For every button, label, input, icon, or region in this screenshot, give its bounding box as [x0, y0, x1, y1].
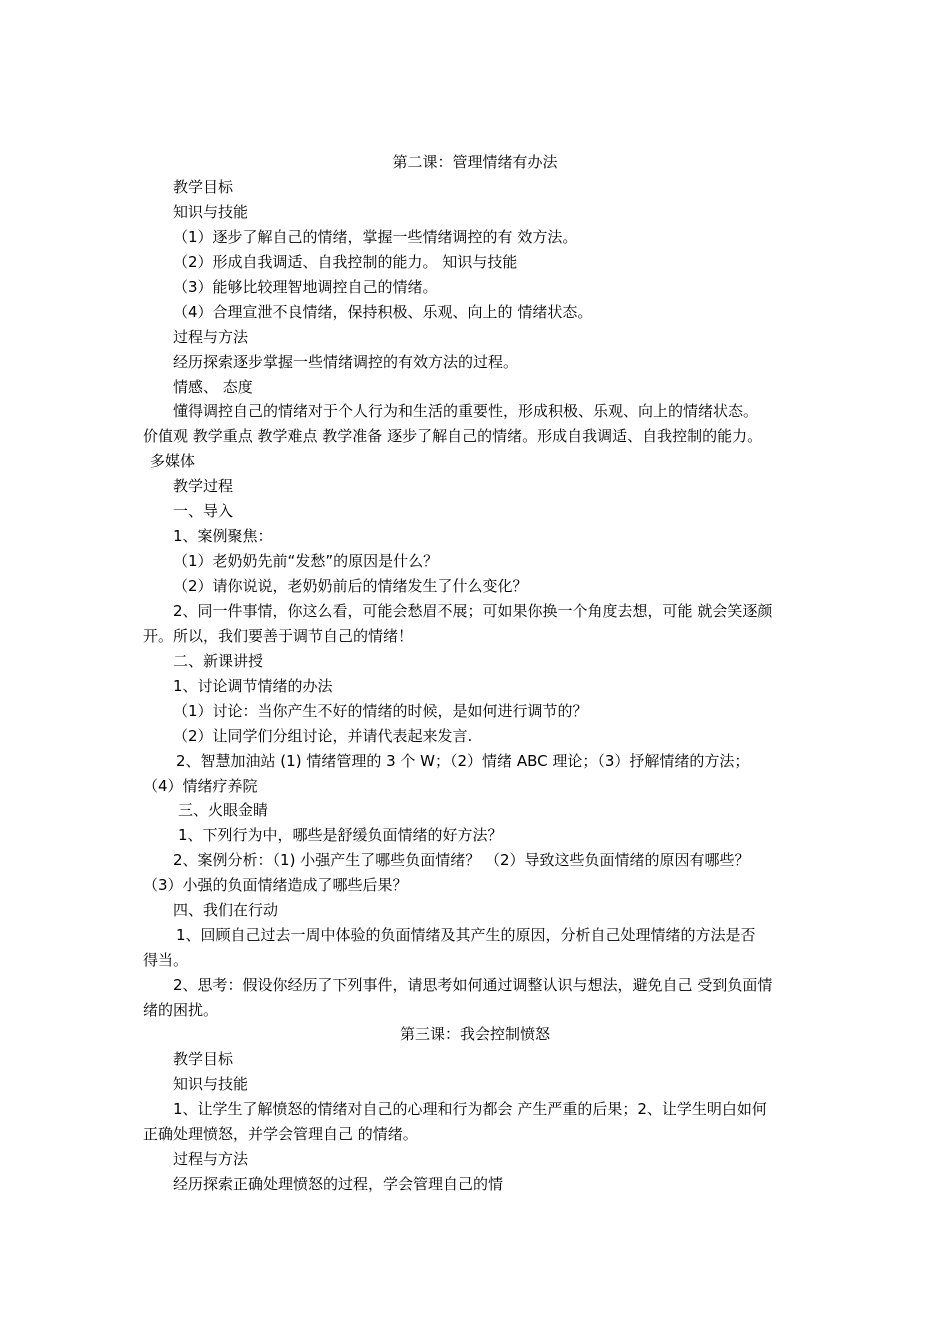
sharp-eyes-item-3: （3）小强的负面情绪造成了哪些后果？ [143, 876, 408, 894]
intro-heading: 一、导入 [173, 502, 234, 520]
sharp-eyes-item-1: 1、下列行为中，哪些是舒缓负面情绪的好方法？ [178, 826, 503, 844]
emotion-text: 懂得调控自己的情绪对于个人行为和生活的重要性，形成积极、乐观、向上的情绪状态。 [173, 402, 759, 420]
lesson3-process-text: 经历探索正确处理愤怒的过程，学会管理自己的情 [173, 1175, 504, 1193]
discuss-item-2: （2）让同学们分组讨论，并请代表起来发言. [173, 727, 473, 745]
emotion-heading: 情感、 态度 [173, 378, 253, 396]
sharp-eyes-heading: 三、火眼金睛 [178, 801, 269, 819]
action-item-2-line-1: 2、思考：假设你经历了下列事件，请思考如何通过调整认识与想法，避免自己 受到负面情 [173, 976, 773, 994]
teaching-process-heading: 教学过程 [173, 477, 234, 495]
process-heading: 过程与方法 [173, 328, 249, 346]
lesson3-knowledge-line-1: 1、让学生了解愤怒的情绪对自己的心理和行为都会 产生严重的后果；2、让学生明白如何 [173, 1100, 767, 1118]
new-lesson-heading: 二、新课讲授 [173, 652, 264, 670]
sharp-eyes-item-2: 2、案例分析：（1) 小强产生了哪些负面情绪？ （2）导致这些负面情绪的原因有哪些？ [173, 851, 750, 869]
station-line-1: 2、智慧加油站 (1) 情绪管理的 3 个 W；（2）情绪 ABC 理论；（3）抒解情绪的方法； [176, 752, 750, 770]
goals-heading: 教学目标 [173, 178, 234, 196]
lesson3-goals-heading: 教学目标 [173, 1050, 234, 1068]
lesson3-knowledge-heading: 知识与技能 [173, 1075, 249, 1093]
paragraph-2-line-1: 2、同一件事情，你这么看，可能会愁眉不展；可如果你换一个角度去想，可能 就会笑逐颜 [173, 602, 773, 620]
knowledge-item-3: （3）能够比较理智地调控自己的情绪。 [173, 278, 438, 296]
knowledge-item-1: （1）逐步了解自己的情绪，掌握一些情绪调控的有 效方法。 [173, 228, 578, 246]
action-item-2-line-2: 绪的困扰。 [143, 1001, 219, 1019]
media-line: 多媒体 [150, 452, 196, 470]
action-heading: 四、我们在行动 [173, 901, 279, 919]
action-item-1-line-1: 1、回顾自己过去一周中体验的负面情绪及其产生的原因，分析自己处理情绪的方法是否 [176, 926, 756, 944]
knowledge-heading: 知识与技能 [173, 203, 249, 221]
paragraph-2-line-2: 开。所以，我们要善于调节自己的情绪！ [143, 627, 414, 645]
question-1: （1）老奶奶先前“发愁”的原因是什么？ [173, 552, 439, 570]
lesson3-knowledge-line-2: 正确处理愤怒，并学会管理自己 的情绪。 [143, 1125, 418, 1143]
station-line-2: （4）情绪疗养院 [143, 777, 258, 795]
process-text: 经历探索逐步掌握一些情绪调控的有效方法的过程。 [173, 353, 519, 371]
case-focus: 1、案例聚焦： [173, 527, 273, 545]
discuss-heading: 1、讨论调节情绪的办法 [173, 677, 333, 695]
lesson3-process-heading: 过程与方法 [173, 1150, 249, 1168]
lesson2-title: 第二课：管理情绪有办法 [392, 153, 558, 171]
lesson3-title: 第三课：我会控制愤怒 [399, 1025, 550, 1043]
discuss-item-1: （1）讨论：当你产生不好的情绪的时候，是如何进行调节的？ [173, 702, 588, 720]
knowledge-item-2: （2）形成自我调适、自我控制的能力。 知识与技能 [173, 253, 518, 271]
action-item-1-line-2: 得当。 [143, 951, 189, 969]
question-2: （2）请你说说，老奶奶前后的情绪发生了什么变化？ [173, 577, 528, 595]
values-line: 价值观 教学重点 教学难点 教学准备 逐步了解自己的情绪。形成自我调适、自我控制的能力。 [143, 427, 763, 445]
knowledge-item-4: （4）合理宣泄不良情绪，保持积极、乐观、向上的 情绪状态。 [173, 303, 593, 321]
